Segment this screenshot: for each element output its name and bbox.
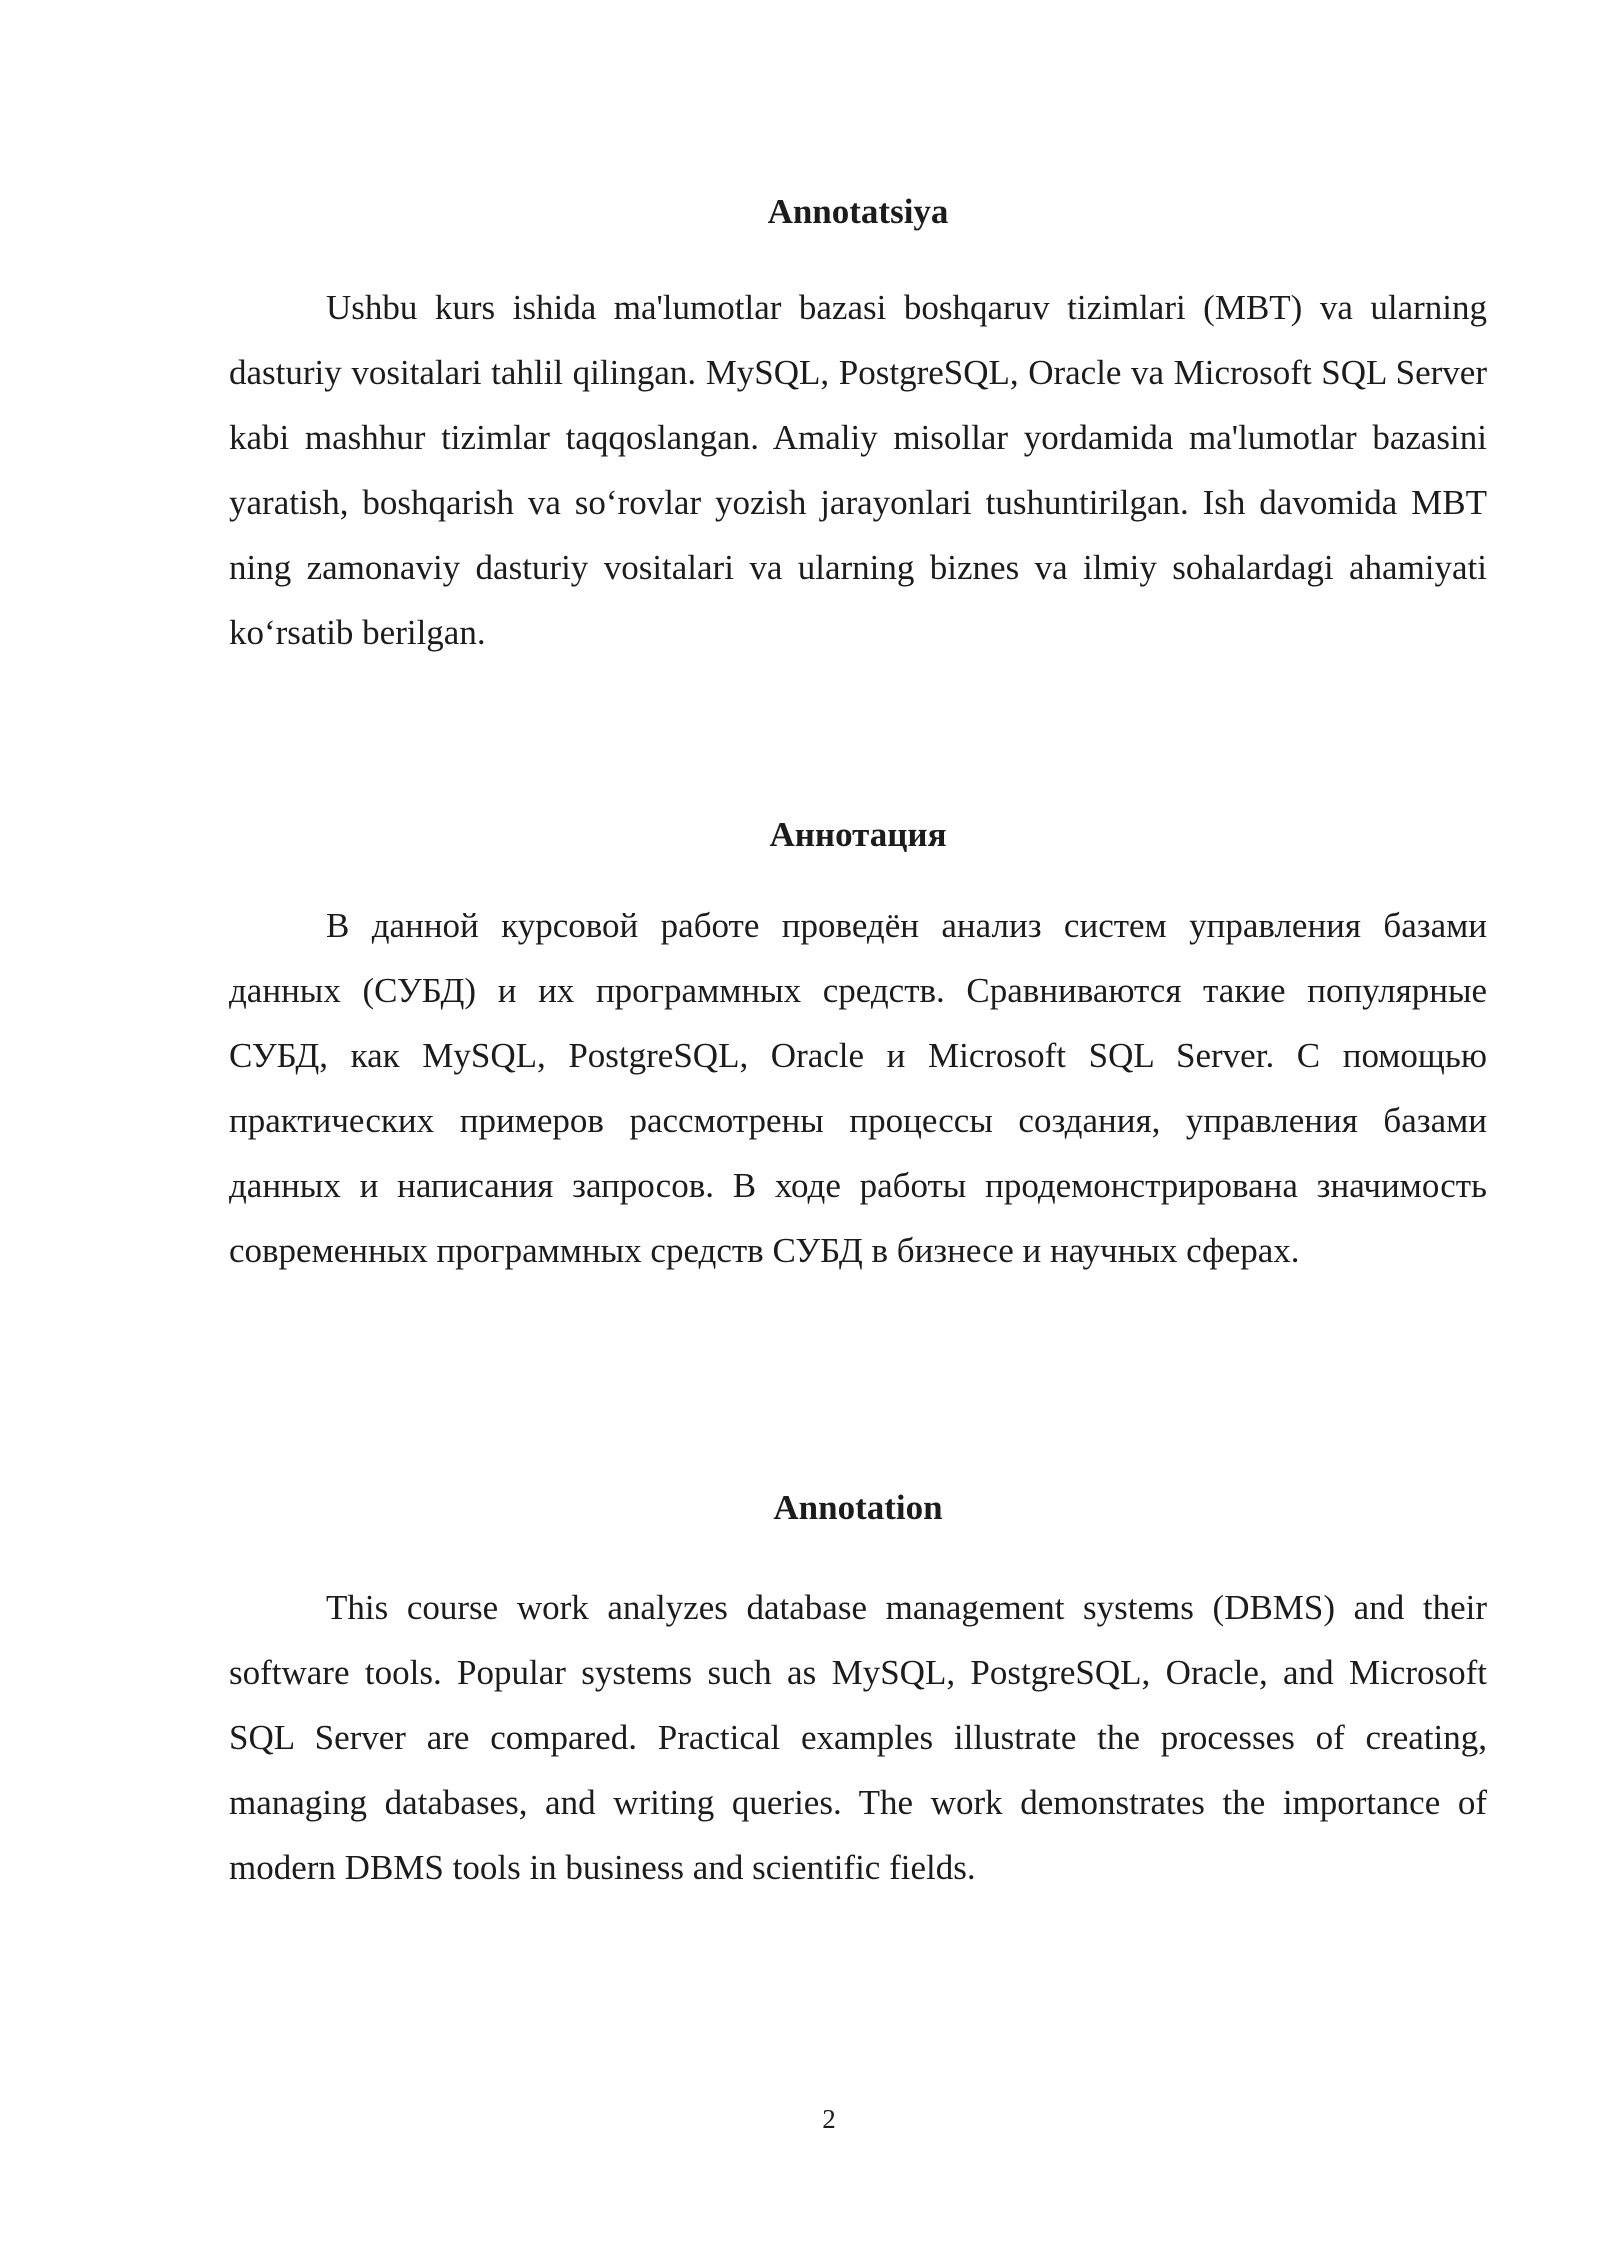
annotation-russian-body: В данной курсовой работе проведён анализ систем управления базами данных (СУБД) и их программных средств. Сравниваются такие популярные СУБД, как MySQL, PostgreSQL, Oracle и Microsoft SQL Server. С помощью практических примеров рассмотрены процессы создания, управления базами данных и написания запросов. В ходе работы продемонстрирована значимость современных программных средств СУБД в бизнесе и научных сферах. <box>229 906 1487 1270</box>
annotation-uzbek-title: Annotatsiya <box>767 192 949 231</box>
annotation-russian-section <box>229 815 1487 1283</box>
annotation-english-section <box>229 1488 1487 1900</box>
annotation-russian-title: Аннотация <box>769 815 947 854</box>
annotation-english-title: Annotation <box>773 1488 943 1527</box>
annotation-english-body: This course work analyzes database management systems (DBMS) and their software tools. Popular systems such as MySQL, PostgreSQL, Oracle, and Microsoft SQL Server are compared. Practical examples illustrate the processes of creating, managing databases, and writing queries. The work demonstrates the importance of modern DBMS tools in business and scientific fields. <box>229 1588 1487 1887</box>
annotation-uzbek-section <box>229 192 1487 665</box>
page-number: 2 <box>822 2104 836 2134</box>
annotation-uzbek-body: Ushbu kurs ishida ma'lumotlar bazasi boshqaruv tizimlari (MBT) va ularning dasturiy vositalari tahlil qilingan. MySQL, PostgreSQL, Oracle va Microsoft SQL Server kabi mashhur tizimlar taqqoslangan. Amaliy misollar yordamida ma'lumotlar bazasini yaratish, boshqarish va so‘rovlar yozish jarayonlari tushuntirilgan. Ish davomida MBT ning zamonaviy dasturiy vositalari va ularning biznes va ilmiy sohalardagi ahamiyati ko‘rsatib berilgan. <box>229 288 1487 652</box>
